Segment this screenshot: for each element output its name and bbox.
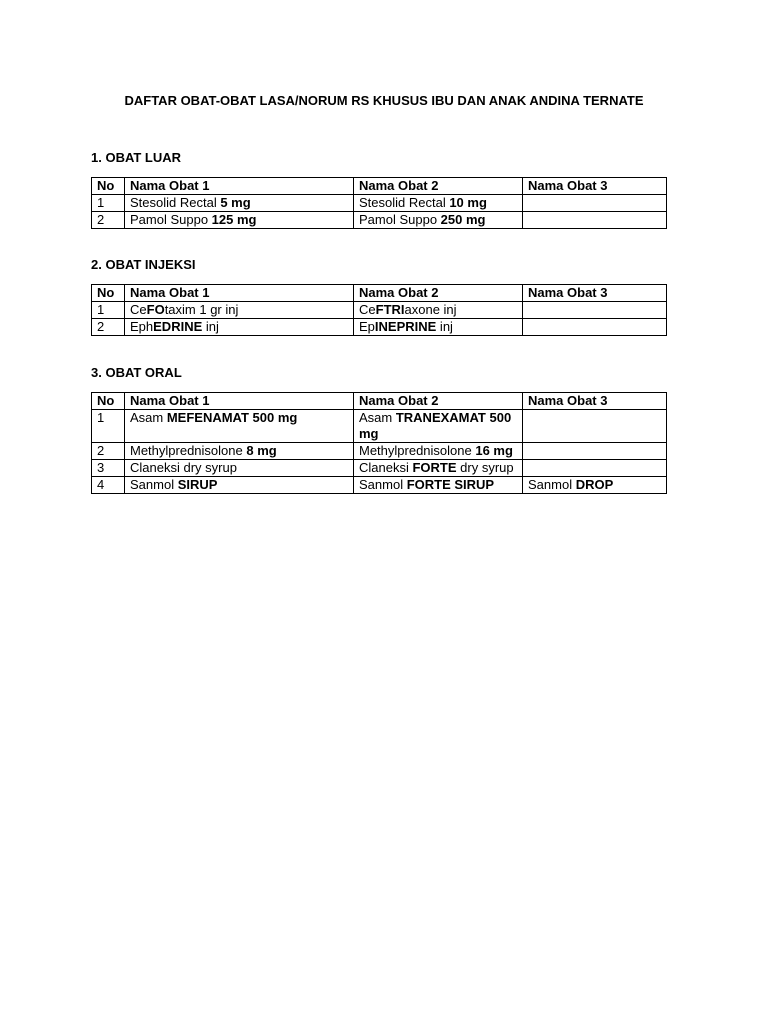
drug-name-part: EDRINE xyxy=(153,319,203,334)
drug-name-part: FO xyxy=(146,302,165,317)
drug-name-part: TRANEXAMAT 500 mg xyxy=(359,410,512,441)
table-header-row xyxy=(92,393,667,410)
cell-nama-obat-1 xyxy=(125,302,354,319)
drug-name-part: Methylprednisolone xyxy=(359,443,476,458)
drug-name-part: Claneksi dry syrup xyxy=(130,460,237,475)
drug-name-part: SIRUP xyxy=(177,477,218,492)
cell-nama-obat-2 xyxy=(354,460,523,477)
table-row xyxy=(92,212,667,229)
header-nama-obat-2: Nama Obat 2 xyxy=(354,285,523,302)
drug-name-part: dry syrup xyxy=(456,460,514,475)
header-nama-obat-3: Nama Obat 3 xyxy=(523,178,667,195)
drug-name-part: axone inj xyxy=(404,302,457,317)
table-row xyxy=(92,443,667,460)
cell-nama-obat-3 xyxy=(523,460,667,477)
cell-nama-obat-1 xyxy=(125,195,354,212)
drug-name-part: 8 mg xyxy=(246,443,277,458)
cell-nama-obat-1 xyxy=(125,477,354,494)
cell-nama-obat-1 xyxy=(125,319,354,336)
drug-name-part: DROP xyxy=(575,477,614,492)
header-nama-obat-2: Nama Obat 2 xyxy=(354,393,523,410)
header-nama-obat-1: Nama Obat 1 xyxy=(125,285,354,302)
cell-nama-obat-2 xyxy=(354,410,523,443)
cell-nama-obat-1 xyxy=(125,460,354,477)
drug-name-part: 10 mg xyxy=(449,195,487,210)
cell-nama-obat-2 xyxy=(354,195,523,212)
section-heading-obat-injeksi: 2. OBAT INJEKSI xyxy=(91,257,196,272)
table-row xyxy=(92,460,667,477)
cell-no: 1 xyxy=(92,302,125,319)
section-heading-obat-luar: 1. OBAT LUAR xyxy=(91,150,182,165)
document-title: DAFTAR OBAT-OBAT LASA/NORUM RS KHUSUS IBU DAN ANAK ANDINA TERNATE xyxy=(124,93,644,108)
header-no: No xyxy=(92,178,125,195)
table-obat-oral xyxy=(91,392,667,494)
cell-nama-obat-3 xyxy=(523,319,667,336)
table-row xyxy=(92,410,667,443)
drug-name-part: Sanmol xyxy=(528,477,576,492)
drug-name-part: 5 mg xyxy=(220,195,251,210)
drug-name-part: Sanmol xyxy=(359,477,407,492)
cell-no: 1 xyxy=(92,195,125,212)
table-row xyxy=(92,195,667,212)
cell-nama-obat-2 xyxy=(354,302,523,319)
drug-name-part: taxim 1 gr inj xyxy=(164,302,239,317)
table-row xyxy=(92,302,667,319)
cell-no: 1 xyxy=(92,410,125,443)
drug-name-part: Methylprednisolone xyxy=(130,443,247,458)
drug-name-part: INEPRINE xyxy=(374,319,437,334)
header-nama-obat-3: Nama Obat 3 xyxy=(523,285,667,302)
drug-name-part: Stesolid Rectal xyxy=(359,195,450,210)
drug-name-part: 16 mg xyxy=(475,443,513,458)
header-nama-obat-3: Nama Obat 3 xyxy=(523,393,667,410)
cell-no: 2 xyxy=(92,212,125,229)
drug-name-part: MEFENAMAT 500 mg xyxy=(166,410,298,425)
section-heading-obat-oral: 3. OBAT ORAL xyxy=(91,365,182,380)
header-nama-obat-1: Nama Obat 1 xyxy=(125,178,354,195)
cell-nama-obat-2 xyxy=(354,319,523,336)
header-no: No xyxy=(92,285,125,302)
drug-name-part: Asam xyxy=(359,410,396,425)
header-no: No xyxy=(92,393,125,410)
cell-nama-obat-2 xyxy=(354,477,523,494)
cell-no: 4 xyxy=(92,477,125,494)
drug-name-part: Asam xyxy=(130,410,167,425)
cell-nama-obat-3 xyxy=(523,195,667,212)
table-header-row xyxy=(92,178,667,195)
cell-nama-obat-3 xyxy=(523,410,667,443)
drug-name-part: Claneksi xyxy=(359,460,413,475)
drug-name-part: Ce xyxy=(359,302,376,317)
cell-nama-obat-2 xyxy=(354,212,523,229)
drug-name-part: 250 mg xyxy=(440,212,486,227)
table-row xyxy=(92,477,667,494)
drug-name-part: FORTE xyxy=(412,460,457,475)
header-nama-obat-1: Nama Obat 1 xyxy=(125,393,354,410)
drug-name-part: Pamol Suppo xyxy=(359,212,441,227)
drug-name-part: Eph xyxy=(130,319,154,334)
drug-name-part: Ep xyxy=(359,319,375,334)
table-obat-luar xyxy=(91,177,667,229)
cell-nama-obat-2 xyxy=(354,443,523,460)
drug-name-part: Stesolid Rectal xyxy=(130,195,221,210)
table-header-row xyxy=(92,285,667,302)
cell-nama-obat-1 xyxy=(125,410,354,443)
drug-name-part: FTRI xyxy=(375,302,405,317)
cell-no: 2 xyxy=(92,443,125,460)
drug-name-part: FORTE SIRUP xyxy=(406,477,495,492)
cell-nama-obat-3 xyxy=(523,443,667,460)
drug-name-part: Ce xyxy=(130,302,147,317)
cell-nama-obat-3 xyxy=(523,212,667,229)
drug-name-part: Pamol Suppo xyxy=(130,212,212,227)
drug-name-part: 125 mg xyxy=(211,212,257,227)
drug-name-part: Sanmol xyxy=(130,477,178,492)
table-row xyxy=(92,319,667,336)
cell-no: 3 xyxy=(92,460,125,477)
cell-nama-obat-1 xyxy=(125,443,354,460)
drug-name-part: inj xyxy=(202,319,219,334)
table-obat-injeksi xyxy=(91,284,667,336)
header-nama-obat-2: Nama Obat 2 xyxy=(354,178,523,195)
cell-nama-obat-3 xyxy=(523,477,667,494)
cell-nama-obat-1 xyxy=(125,212,354,229)
cell-no: 2 xyxy=(92,319,125,336)
cell-nama-obat-3 xyxy=(523,302,667,319)
drug-name-part: inj xyxy=(436,319,453,334)
